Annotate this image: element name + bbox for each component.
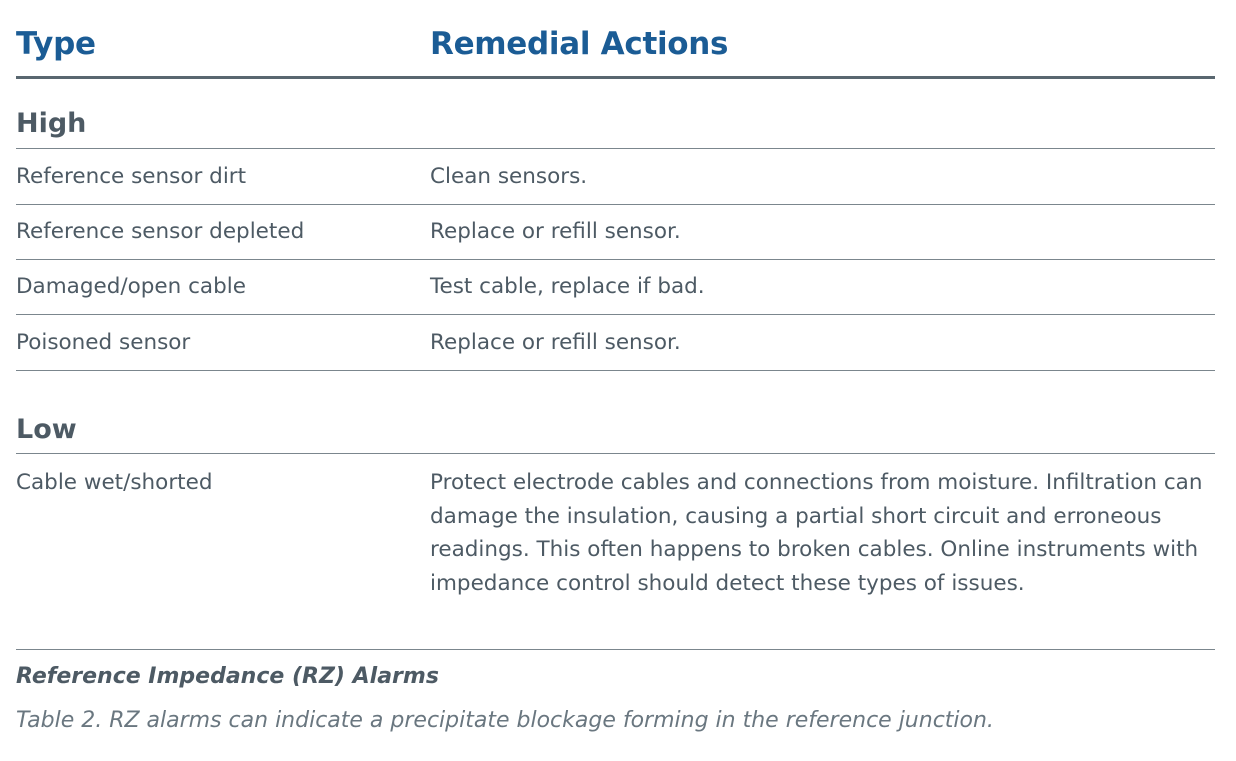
alarm-table <box>16 0 1215 733</box>
row-type: Poisoned sensor <box>16 330 191 355</box>
group-title-low: Low <box>16 414 77 445</box>
header-remedial-actions: Remedial Actions <box>430 26 729 62</box>
table-row <box>16 315 1215 371</box>
caption-title: Reference Impedance (RZ) Alarms <box>16 664 439 689</box>
row-action: Protect electrode cables and connections from moisture. Infiltration can damage the insulation, causing a partial short circuit and erroneous readings. This often happens to broken cables. Online instruments with impedance control should detect these types of issues. <box>430 470 1203 596</box>
table-row <box>16 453 1215 650</box>
table-row <box>16 260 1215 315</box>
table-row <box>16 204 1215 260</box>
row-action: Replace or refill sensor. <box>430 330 681 355</box>
caption-text: Table 2. RZ alarms can indicate a precipitate blockage forming in the reference junction. <box>16 708 994 733</box>
header-type: Type <box>16 26 96 62</box>
table-header <box>16 0 1215 79</box>
row-type: Cable wet/shorted <box>16 470 213 495</box>
row-type: Reference sensor depleted <box>16 219 305 244</box>
table-row <box>16 148 1215 205</box>
row-type: Damaged/open cable <box>16 274 246 299</box>
group-title-high: High <box>16 108 87 139</box>
row-action: Clean sensors. <box>430 164 588 189</box>
row-action: Replace or refill sensor. <box>430 219 681 244</box>
row-type: Reference sensor dirt <box>16 164 247 189</box>
row-action: Test cable, replace if bad. <box>430 274 705 299</box>
